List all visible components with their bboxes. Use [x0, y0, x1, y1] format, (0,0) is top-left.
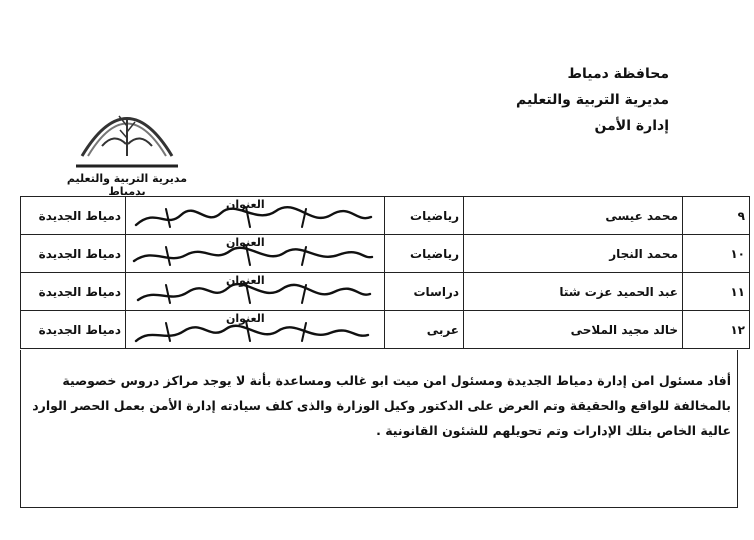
row-name: محمد عيسى — [464, 197, 683, 235]
row-name: عبد الحميد عزت شتا — [464, 273, 683, 311]
row-city: دمياط الجديدة — [21, 311, 126, 349]
table-row — [21, 197, 750, 235]
handwritten-address — [126, 311, 376, 348]
row-name: محمد النجار — [464, 235, 683, 273]
records-table — [20, 196, 750, 349]
row-number: ١٢ — [683, 311, 750, 349]
row-city: دمياط الجديدة — [21, 197, 126, 235]
row-address — [126, 197, 385, 235]
table-row — [21, 311, 750, 349]
handwritten-address — [126, 197, 376, 234]
table-row — [21, 235, 750, 273]
table-row — [21, 273, 750, 311]
address-label: العنوان — [226, 312, 265, 325]
address-label: العنوان — [226, 198, 265, 211]
row-name: خالد مجيد الملاحى — [464, 311, 683, 349]
logo-caption: مديرية التربية والتعليم بدمياط — [66, 172, 188, 198]
handwritten-address — [126, 235, 376, 272]
address-label: العنوان — [226, 236, 265, 249]
address-label: العنوان — [226, 274, 265, 287]
row-subject: رياضيات — [385, 235, 464, 273]
row-number: ٩ — [683, 197, 750, 235]
row-subject: عربى — [385, 311, 464, 349]
row-subject: رياضيات — [385, 197, 464, 235]
note-box — [20, 350, 738, 508]
row-address — [126, 273, 385, 311]
row-city: دمياط الجديدة — [21, 235, 126, 273]
header-department: إدارة الأمن — [594, 118, 669, 134]
note-text: أفاد مسئول امن إدارة دمياط الجديدة ومسئول امن ميت ابو غالب ومساعدة بأنة لا يوجد مراكز دروس خصوصية بالمخالفة للواقع والحقيقة وتم العرض على الدكتور وكيل الوزارة والذى كلف سيادته إدارة الأمن بعمل الحصر الوارد عالية الخاص بتلك الإدارات وتم تحويلهم للشئون القانونية . — [32, 373, 731, 438]
handwritten-address — [126, 273, 376, 310]
header-governorate: محافظة دمياط — [567, 66, 669, 82]
row-address — [126, 235, 385, 273]
header-directorate: مديرية التربية والتعليم — [516, 92, 669, 108]
row-number: ١١ — [683, 273, 750, 311]
row-city: دمياط الجديدة — [21, 273, 126, 311]
row-address — [126, 311, 385, 349]
row-subject: دراسات — [385, 273, 464, 311]
row-number: ١٠ — [683, 235, 750, 273]
